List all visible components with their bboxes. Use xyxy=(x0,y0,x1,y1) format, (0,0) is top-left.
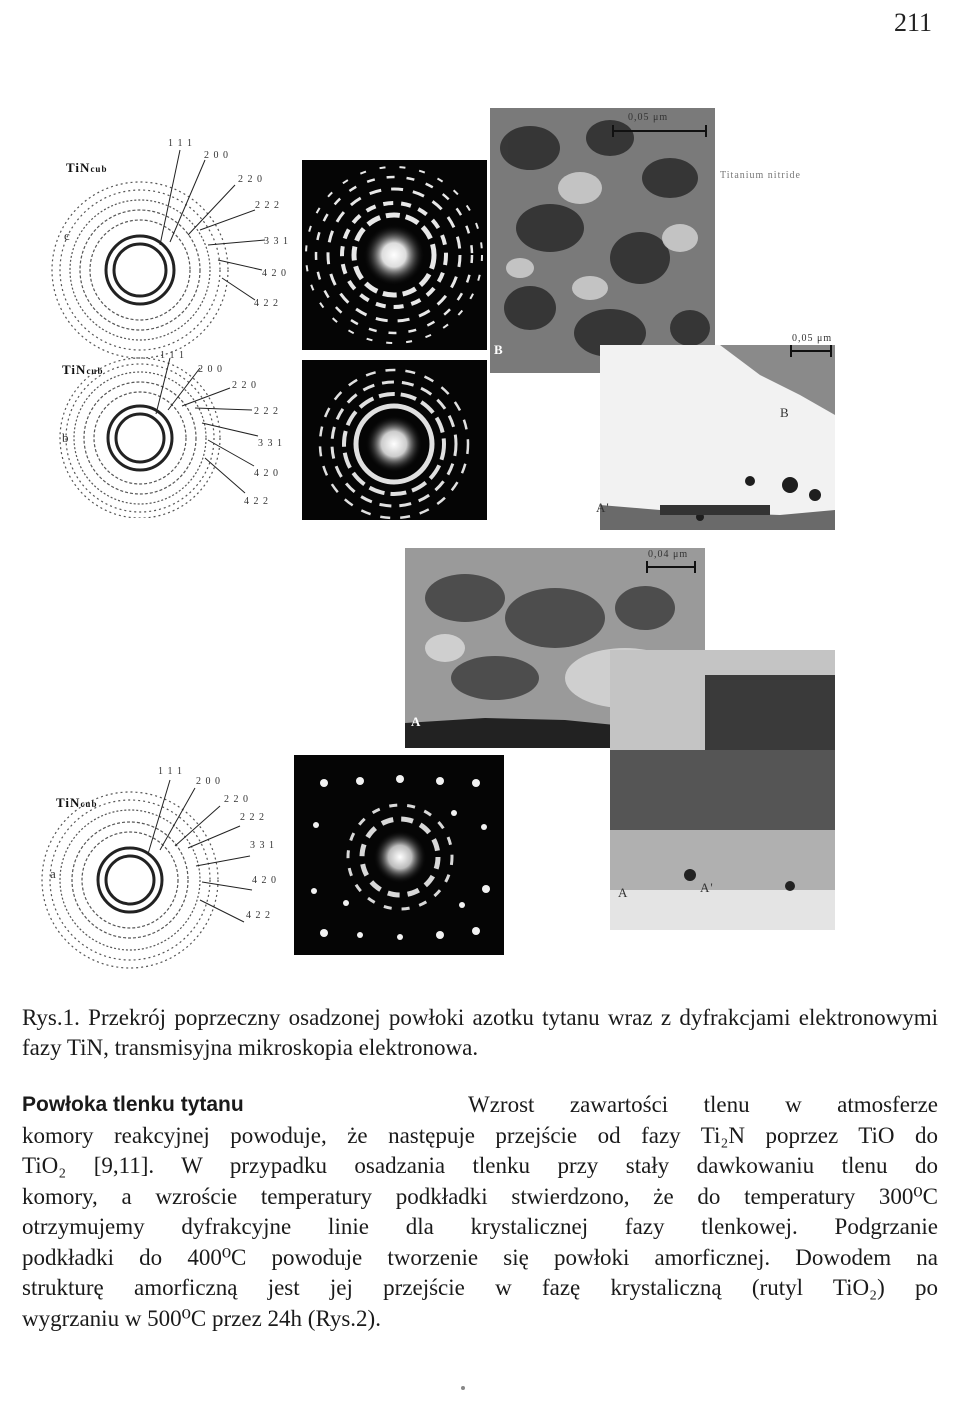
diagram-a-phase: TiNcub xyxy=(56,795,98,810)
top-micrograph-title: Titanium nitride xyxy=(720,170,801,181)
top-panel-label: B xyxy=(494,342,504,357)
diagram-b-index-200: 2 0 0 xyxy=(198,364,223,375)
diagram-b-index-222: 2 2 2 xyxy=(254,406,279,417)
section-line-5: otrzymujemy dyfrakcyjne linie dla krystalicznej fazy tlenkowej. Podgrzanie xyxy=(22,1214,938,1239)
low-corner-label-a: A xyxy=(618,885,629,900)
saed-pattern-a xyxy=(294,755,504,955)
section-heading-line xyxy=(22,1090,938,1121)
top-scale-bar xyxy=(612,130,707,132)
diagram-a-panel: a xyxy=(50,866,57,881)
diagram-c-index-331: 3 3 1 xyxy=(264,236,289,247)
low-panel-label: A xyxy=(411,714,422,729)
diagram-c-index-222: 2 2 2 xyxy=(255,200,280,211)
low-scale-bar xyxy=(646,566,696,568)
saed-pattern-c xyxy=(302,160,487,350)
diagram-a-index-111: 1 1 1 xyxy=(158,766,183,777)
page-number: 211 xyxy=(893,8,932,37)
diagram-a-index-422: 4 2 2 xyxy=(246,910,271,921)
diagram-a-index-331: 3 3 1 xyxy=(250,840,275,851)
tem-micrograph-interface-svg xyxy=(610,650,835,930)
figure-caption: Rys.1. Przekrój poprzeczny osadzonej powłoki azotku tytanu wraz z dyfrakcjami elektronowymi fazy TiN, transmisyjna mikroskopia elektronowa. xyxy=(22,1005,938,1060)
section-line-4: komory, a wzroście temperatury podkładki stwierdzono, że do temperatury 300⁰C xyxy=(22,1183,938,1209)
diagram-a-index-200: 2 0 0 xyxy=(196,776,221,787)
mid-corner-label: A' xyxy=(596,500,610,515)
mid-scale-label: 0,05 μm xyxy=(792,333,833,344)
section-heading: Powłoka tlenku tytanu xyxy=(22,1093,244,1116)
diagram-c-index-422: 4 2 2 xyxy=(254,298,279,309)
tem-micrograph-cross-section-svg xyxy=(600,345,835,530)
section-line-2: komory reakcyjnej powoduje, że następuje przejście od fazy Ti₂N poprzez TiO do xyxy=(22,1122,938,1148)
section-line-7: strukturę amorficzną jest jej przejście w fazę krystaliczną (rutyl TiO₂) po xyxy=(22,1275,938,1300)
saed-pattern-b xyxy=(302,360,487,520)
section-body xyxy=(22,1090,938,1334)
diagram-b-phase: TiNcub xyxy=(62,362,104,377)
saed-pattern-c-svg xyxy=(302,160,487,350)
diagram-b-index-420: 4 2 0 xyxy=(254,468,279,479)
diagram-c-index-200: 2 0 0 xyxy=(204,150,229,161)
saed-pattern-a-svg xyxy=(294,755,504,955)
diagram-c-index-111: 1 1 1 xyxy=(168,138,193,149)
saed-pattern-b-svg xyxy=(302,360,487,520)
section-line-6: podkładki do 400⁰C powoduje tworzenie się powłoki amorficznej. Dowodem na xyxy=(22,1244,938,1270)
diagram-b-panel: b xyxy=(62,430,70,445)
tem-micrograph-cross-section xyxy=(600,345,835,530)
scan-dot xyxy=(461,1386,465,1390)
diagram-c-index-220: 2 2 0 xyxy=(238,174,263,185)
diagram-c-panel: c xyxy=(64,228,71,243)
tem-micrograph-top-svg xyxy=(490,108,715,373)
section-line-1: Wzrost zawartości tlenu w atmosferze xyxy=(468,1092,938,1117)
tem-micrograph-top xyxy=(490,108,715,373)
top-scale-label: 0,05 μm xyxy=(628,112,669,123)
low-corner-label-a-prime: A' xyxy=(700,880,714,895)
mid-panel-label: B xyxy=(780,405,790,420)
diagram-b-index-111: 1 1 1 xyxy=(160,350,185,361)
diagram-c-index-420: 4 2 0 xyxy=(262,268,287,279)
mid-scale-bar xyxy=(790,350,832,352)
diagram-c-phase: TiNcub xyxy=(66,160,108,175)
diagram-b-index-422: 4 2 2 xyxy=(244,496,269,507)
tem-micrograph-interface xyxy=(610,650,835,930)
section-line-8: wygrzaniu w 500⁰C przez 24h (Rys.2). xyxy=(22,1305,381,1331)
diagram-b-index-331: 3 3 1 xyxy=(258,438,283,449)
diagram-b-index-220: 2 2 0 xyxy=(232,380,257,391)
diagram-a-index-220: 2 2 0 xyxy=(224,794,249,805)
diagram-a-index-420: 4 2 0 xyxy=(252,875,277,886)
section-line-3: TiO₂ [9,11]. W przypadku osadzania tlenku przy stały dawkowaniu tlenu do xyxy=(22,1153,938,1178)
diagram-a-index-222: 2 2 2 xyxy=(240,812,265,823)
low-scale-label: 0,04 μm xyxy=(648,549,689,560)
